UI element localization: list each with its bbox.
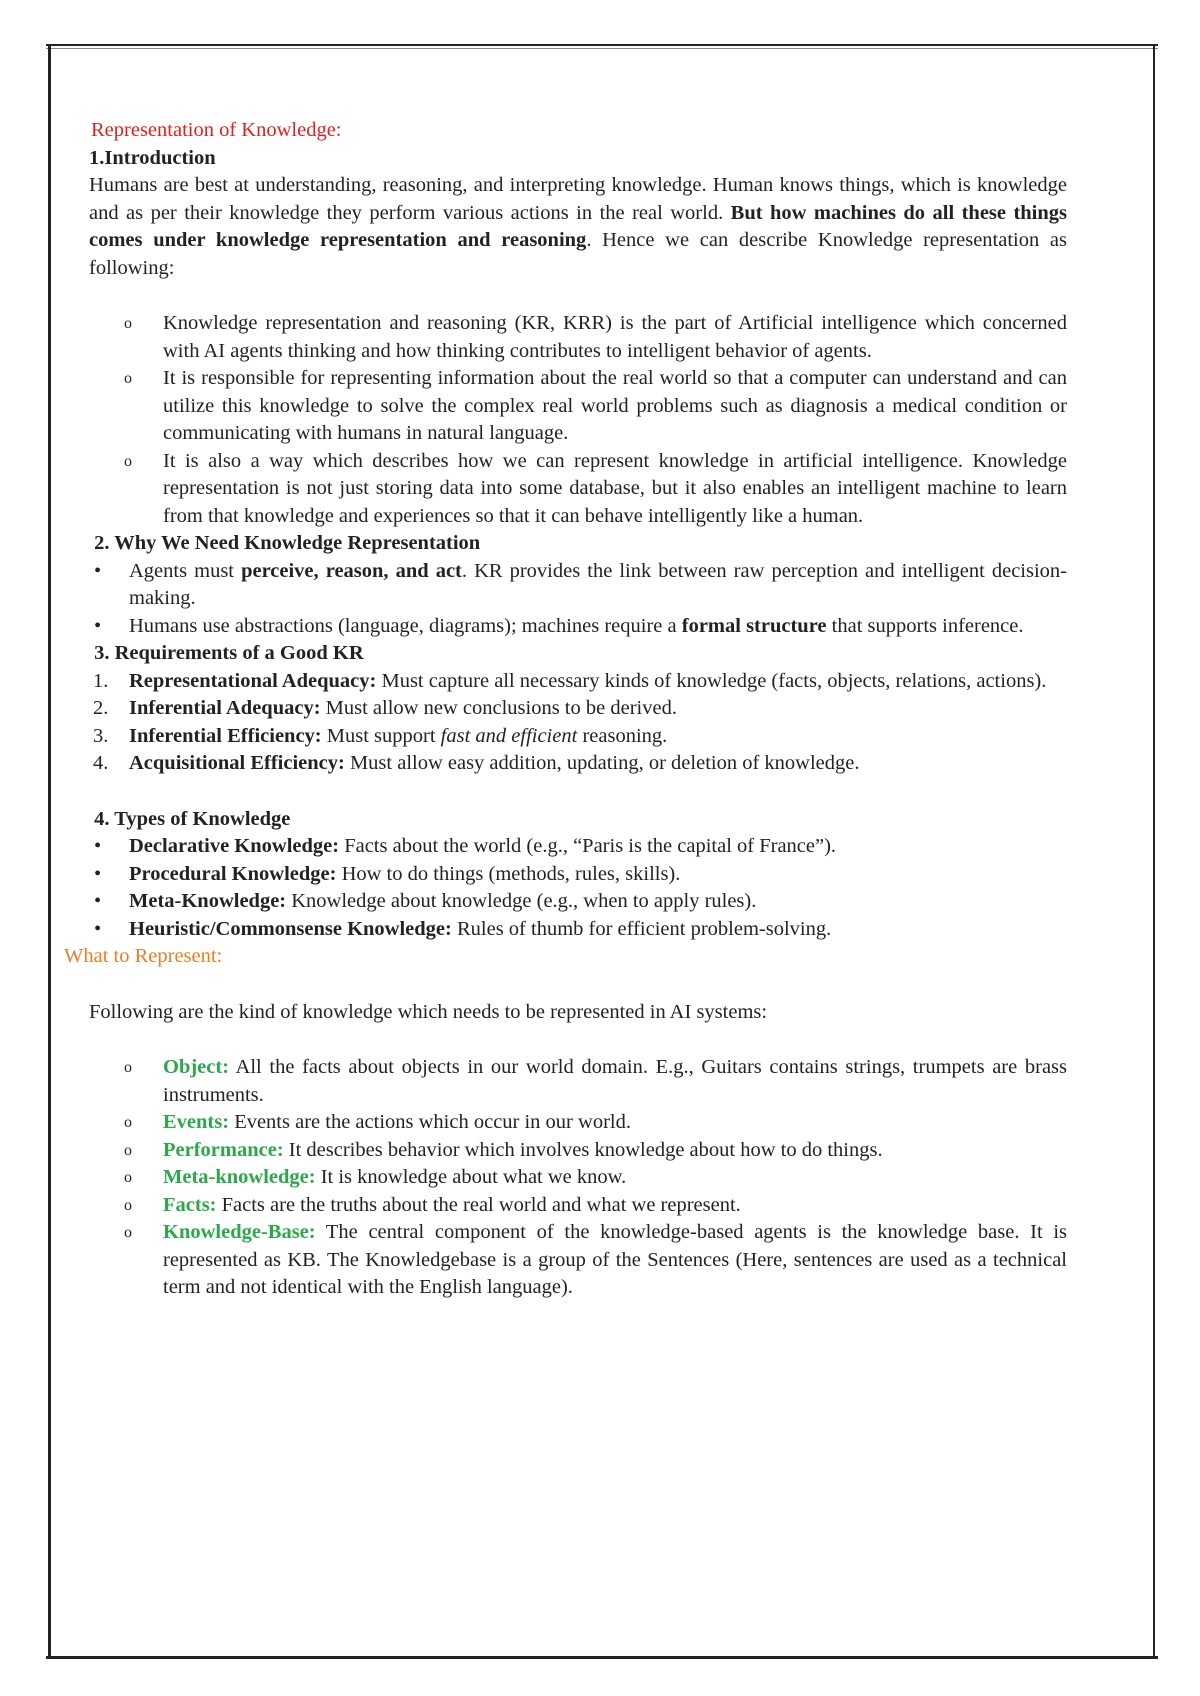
circle-bullet-icon: o: [124, 1114, 132, 1131]
list-item: • Meta-Knowledge: Knowledge about knowledge (e.g., when to apply rules).: [89, 888, 1067, 916]
list-item: • Agents must perceive, reason, and act. KR provides the link between raw perception and intelligent decision-making.: [94, 559, 1067, 609]
circle-bullet-icon: o: [124, 1196, 132, 1214]
requirements-list: [89, 668, 1067, 778]
intro-heading: 1.Introduction: [89, 146, 216, 169]
list-item: o Events: Events are the actions which occur in our world.: [89, 1109, 1067, 1137]
circle-bullet-icon: o: [124, 1169, 132, 1186]
circle-bullet-icon: o: [124, 1224, 132, 1241]
list-item: • Heuristic/Commonsense Knowledge: Rules of thumb for efficient problem-solving.: [89, 916, 1067, 944]
list-item: o Knowledge-Base: The central component of the knowledge-based agents is the knowledge base. It is represented as KB. The Knowledgebase is a group of the Sentences (Here, sentences are used as a technical term and not identical with the English language).: [124, 1221, 1067, 1298]
circle-bullet-icon: o: [124, 370, 132, 387]
list-item: o It is responsible for representing information about the real world so that a computer can understand and can utilize this knowledge to solve the complex real world problems such as diagnosis a medical condition or communicating with humans in natural language.: [124, 367, 1067, 444]
page-border-left: [48, 44, 51, 1658]
list-item: o Performance: It describes behavior which involves knowledge about how to do things.: [89, 1137, 1067, 1165]
page-border-bottom: [46, 1656, 1158, 1659]
circle-bullet-icon: o: [124, 315, 132, 332]
types-heading: 4. Types of Knowledge: [89, 807, 291, 830]
page-border-top: [46, 44, 1158, 46]
represent-list: [89, 1054, 1067, 1302]
disc-bullet-icon: •: [94, 559, 102, 582]
list-item: o Object: All the facts about objects in our world domain. E.g., Guitars contains strings, trumpets are brass instruments.: [124, 1056, 1067, 1106]
intro-list: [89, 310, 1067, 530]
disc-bullet-icon: •: [94, 890, 102, 912]
page-border-right: [1153, 44, 1155, 1658]
disc-bullet-icon: •: [94, 862, 102, 885]
represent-heading: What to Represent:: [64, 945, 223, 967]
list-item: o Knowledge representation and reasoning (KR, KRR) is the part of Artificial intelligence which concerned with AI agents thinking and how thinking contributes to intelligent behavior of agents.: [124, 312, 1067, 362]
document-title: Representation of Knowledge:: [91, 119, 342, 141]
list-item: o Facts: Facts are the truths about the real world and what we represent.: [89, 1192, 1067, 1220]
document-body: [64, 117, 1068, 1302]
page-border-top-inner: [46, 48, 1158, 49]
circle-bullet-icon: o: [124, 1141, 132, 1159]
list-item: o Meta-knowledge: It is knowledge about what we know.: [89, 1164, 1067, 1192]
list-item: 2. Inferential Adequacy: Must allow new conclusions to be derived.: [93, 697, 677, 719]
list-item: • Humans use abstractions (language, diagrams); machines require a formal structure that supports inference.: [89, 613, 1067, 641]
list-item: 4. Acquisitional Efficiency: Must allow easy addition, updating, or deletion of knowledge.: [93, 752, 860, 774]
circle-bullet-icon: o: [124, 1059, 132, 1076]
list-item: 1. Representational Adequacy: Must capture all necessary kinds of knowledge (facts, objects, relations, actions).: [93, 669, 1047, 692]
disc-bullet-icon: •: [94, 614, 102, 637]
list-item: 3. Inferential Efficiency: Must support fast and efficient reasoning.: [93, 724, 668, 747]
represent-intro: Following are the kind of knowledge which needs to be represented in AI systems:: [89, 1000, 768, 1023]
intro-paragraph: Humans are best at understanding, reasoning, and interpreting knowledge. Human knows things, which is knowledge and as per their knowledge they perform various actions in the real world. But how machines do all these things comes under knowledge representation and reasoning. Hence we can describe Knowledge representation as following:: [89, 174, 1068, 279]
list-item: • Declarative Knowledge: Facts about the world (e.g., “Paris is the capital of France”).: [89, 833, 1067, 861]
disc-bullet-icon: •: [94, 917, 102, 940]
list-item: o It is also a way which describes how we can represent knowledge in artificial intelligence. Knowledge representation is not just storing data into some database, but it also enables an intelligent machine to learn from that knowledge and experiences so that it can behave intelligently like a human.: [124, 449, 1067, 527]
why-heading: 2. Why We Need Knowledge Representation: [89, 532, 481, 554]
why-list: [89, 558, 1067, 641]
list-item: • Procedural Knowledge: How to do things (methods, rules, skills).: [89, 861, 1067, 889]
circle-bullet-icon: o: [124, 452, 132, 470]
requirements-heading: 3. Requirements of a Good KR: [89, 642, 364, 664]
types-list: [89, 833, 1067, 943]
disc-bullet-icon: •: [94, 835, 102, 857]
